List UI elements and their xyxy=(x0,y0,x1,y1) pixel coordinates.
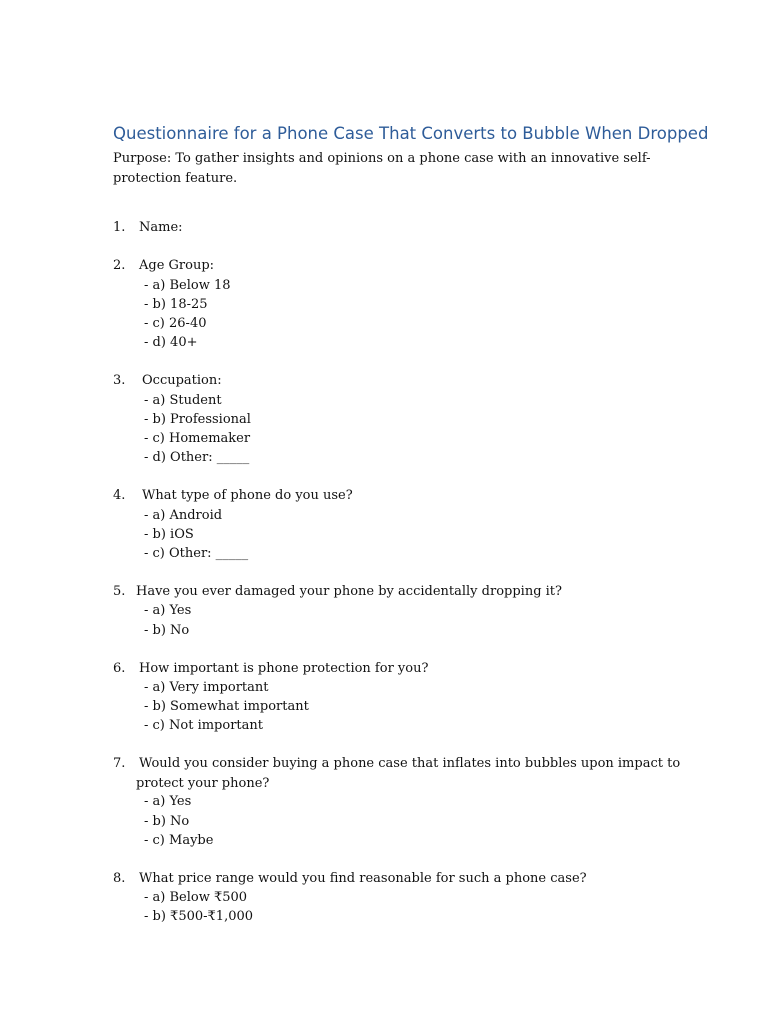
answer-option: - c) Other: _____ xyxy=(144,546,249,561)
answer-option: - a) Yes xyxy=(144,603,192,618)
question-text: Occupation: xyxy=(142,373,222,388)
question-text: What type of phone do you use? xyxy=(142,488,353,503)
answer-option: - b) 18-25 xyxy=(144,297,208,312)
question-number: 7. xyxy=(113,756,126,771)
question-number: 3. xyxy=(113,373,126,388)
answer-option: - a) Yes xyxy=(144,794,192,809)
answer-option: - c) Homemaker xyxy=(144,431,251,446)
question-text: Age Group: xyxy=(139,258,215,273)
answer-option: - b) Professional xyxy=(144,412,251,427)
answer-option: - b) Somewhat important xyxy=(144,699,309,714)
answer-option: - a) Android xyxy=(144,508,223,523)
question-text: What price range would you find reasonable for such a phone case? xyxy=(139,871,587,886)
document-title: Questionnaire for a Phone Case That Converts to Bubble When Dropped xyxy=(113,124,709,143)
answer-option: - b) No xyxy=(144,623,190,638)
question-number: 2. xyxy=(113,258,126,273)
answer-option: - a) Below ₹500 xyxy=(144,890,248,905)
answer-option: - b) ₹500-₹1,000 xyxy=(144,909,254,924)
answer-option: - a) Student xyxy=(144,393,222,408)
purpose-statement: Purpose: To gather insights and opinions on a phone case with an innovative self-protection feature. xyxy=(113,151,651,186)
question-text: Would you consider buying a phone case that inflates into bubbles upon impact to xyxy=(139,756,681,771)
answer-option: - c) 26-40 xyxy=(144,316,207,331)
question-number: 5. xyxy=(113,584,126,599)
question-number: 8. xyxy=(113,871,126,886)
answer-option: - b) iOS xyxy=(144,527,194,542)
question-text: Name: xyxy=(139,220,183,235)
answer-option: - c) Not important xyxy=(144,718,263,733)
question-number: 6. xyxy=(113,661,126,676)
answer-option: - a) Below 18 xyxy=(144,278,231,293)
answer-option: - a) Very important xyxy=(144,680,269,695)
question-number: 1. xyxy=(113,220,126,235)
answer-option: - b) No xyxy=(144,814,190,829)
answer-option: - c) Maybe xyxy=(144,833,214,848)
question-text: How important is phone protection for you? xyxy=(139,661,429,676)
answer-option: - d) Other: _____ xyxy=(144,450,250,465)
question-number: 4. xyxy=(113,488,126,503)
question-text: Have you ever damaged your phone by accidentally dropping it? xyxy=(136,584,563,599)
question-text-continuation: protect your phone? xyxy=(136,776,270,791)
answer-option: - d) 40+ xyxy=(144,335,198,350)
